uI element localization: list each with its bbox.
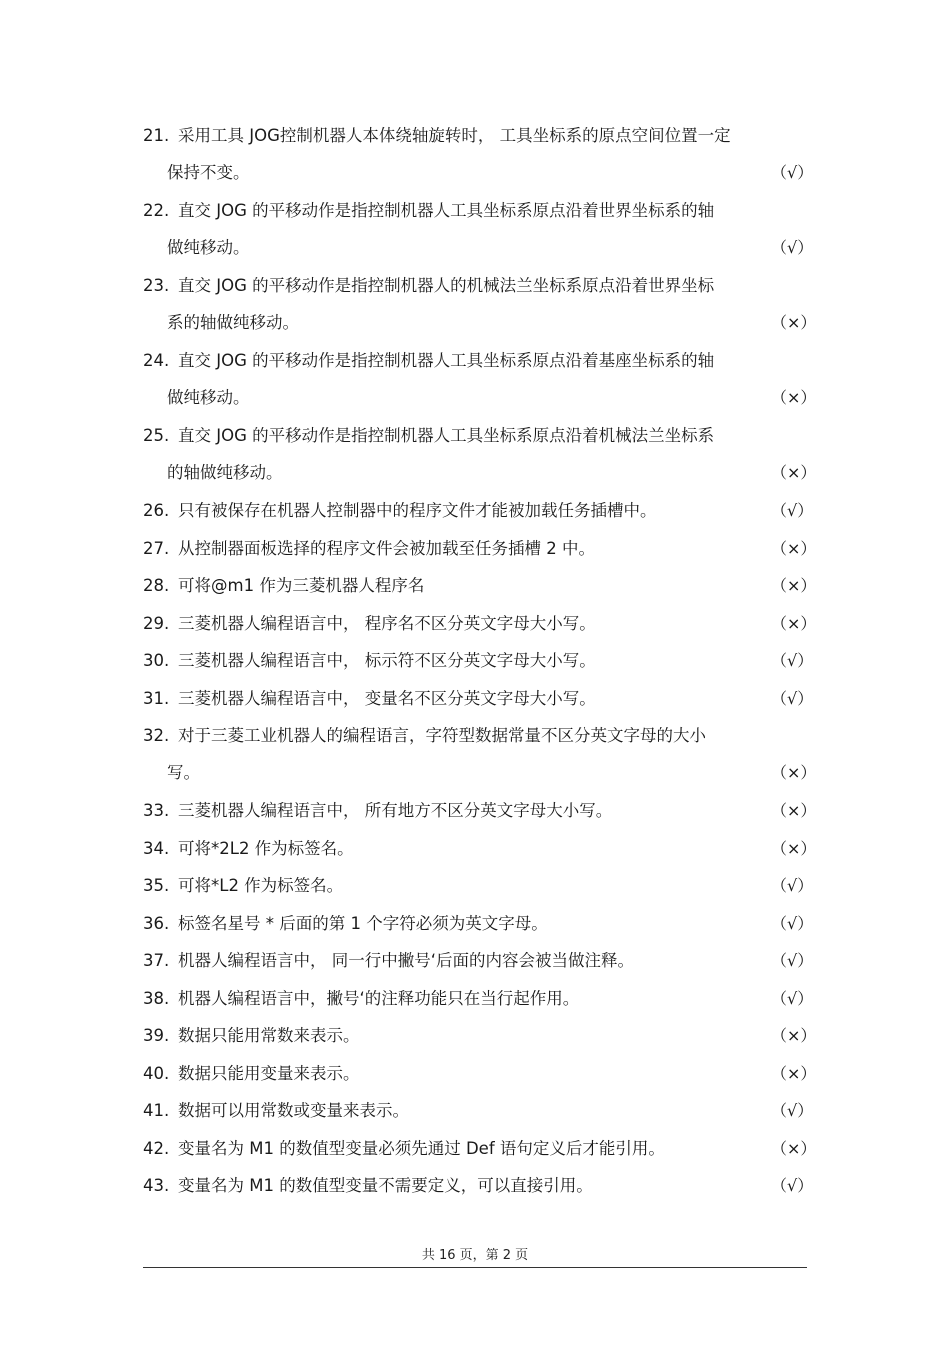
question-item xyxy=(143,651,814,671)
question-number: 21. xyxy=(143,126,170,145)
question-number: 42. xyxy=(143,1138,170,1158)
question-text: 三菱机器人编程语言中， 程序名不区分英文字母大小写。 xyxy=(178,613,596,633)
question-number: 26. xyxy=(143,501,170,520)
question-text: 直交 JOG 的平移动作是指控制机器人的机械法兰坐标系原点沿着世界坐标 xyxy=(178,276,715,295)
question-number: 30. xyxy=(143,651,170,670)
question-number: 28. xyxy=(143,576,170,595)
question-item xyxy=(143,351,817,407)
answer-mark: （×） xyxy=(771,388,817,407)
question-text: 可将*L2 作为标签名。 xyxy=(178,876,344,895)
question-text-continued: 的轴做纯移动。 xyxy=(167,463,283,482)
question-text: 机器人编程语言中， 同一行中撇号‘后面的内容会被当做注释。 xyxy=(178,951,634,970)
answer-mark: （×） xyxy=(771,838,817,858)
question-text: 三菱机器人编程语言中， 所有地方不区分英文字母大小写。 xyxy=(178,801,613,820)
question-number: 38. xyxy=(143,988,170,1008)
question-text: 从控制器面板选择的程序文件会被加载至任务插槽 2 中。 xyxy=(178,538,595,558)
question-item xyxy=(143,426,817,482)
question-text: 三菱机器人编程语言中， 变量名不区分英文字母大小写。 xyxy=(178,688,596,708)
question-number: 43. xyxy=(143,1176,170,1195)
question-text: 对于三菱工业机器人的编程语言，字符型数据常量不区分英文字母的大小 xyxy=(178,726,706,745)
question-number: 36. xyxy=(143,913,170,933)
question-item xyxy=(143,576,817,596)
answer-mark: （×） xyxy=(771,763,817,782)
question-item xyxy=(143,876,814,896)
question-text: 变量名为 M1 的数值型变量必须先通过 Def 语句定义后才能引用。 xyxy=(178,1138,665,1158)
question-number: 23. xyxy=(143,276,170,295)
answer-mark: （√） xyxy=(771,951,814,970)
question-item xyxy=(143,1063,817,1084)
answer-mark: （√） xyxy=(771,876,814,895)
question-item xyxy=(143,951,814,971)
answer-mark: （×） xyxy=(771,801,817,820)
question-text: 可将@m1 作为三菱机器人程序名 xyxy=(178,576,425,595)
answer-mark: （√） xyxy=(771,988,814,1008)
question-text: 标签名星号 * 后面的第 1 个字符必须为英文字母。 xyxy=(178,913,548,933)
answer-mark: （√） xyxy=(771,1176,814,1195)
question-item xyxy=(143,838,817,859)
question-number: 37. xyxy=(143,951,170,970)
question-number: 33. xyxy=(143,801,170,820)
question-text: 可将*2L2 作为标签名。 xyxy=(178,838,354,858)
answer-mark: （×） xyxy=(771,1138,817,1158)
question-item xyxy=(143,726,817,782)
answer-mark: （√） xyxy=(771,688,814,708)
question-item xyxy=(143,538,817,559)
question-item xyxy=(143,1176,814,1196)
answer-mark: （√） xyxy=(771,238,814,257)
question-item xyxy=(143,688,814,709)
question-text-continued: 保持不变。 xyxy=(167,163,250,182)
question-item xyxy=(143,501,814,521)
page-footer: 共 16 页，第 2 页 xyxy=(421,1248,529,1263)
question-number: 24. xyxy=(143,351,170,370)
question-item xyxy=(143,1026,817,1046)
question-item xyxy=(143,913,814,934)
answer-mark: （×） xyxy=(771,463,817,482)
question-text: 直交 JOG 的平移动作是指控制机器人工具坐标系原点沿着基座坐标系的轴 xyxy=(178,351,715,370)
question-number: 25. xyxy=(143,426,170,445)
question-item xyxy=(143,988,814,1009)
question-text: 直交 JOG 的平移动作是指控制机器人工具坐标系原点沿着世界坐标系的轴 xyxy=(178,201,715,220)
question-text: 直交 JOG 的平移动作是指控制机器人工具坐标系原点沿着机械法兰坐标系 xyxy=(178,426,715,445)
question-item xyxy=(143,1138,817,1159)
question-text-continued: 做纯移动。 xyxy=(167,238,250,257)
question-number: 32. xyxy=(143,726,170,745)
question-text: 机器人编程语言中，撇号‘的注释功能只在当行起作用。 xyxy=(178,988,580,1008)
question-number: 35. xyxy=(143,876,170,895)
question-text: 只有被保存在机器人控制器中的程序文件才能被加载任务插槽中。 xyxy=(178,501,657,520)
question-number: 40. xyxy=(143,1063,170,1083)
question-item xyxy=(143,613,817,634)
question-number: 31. xyxy=(143,688,170,708)
question-text: 数据只能用常数来表示。 xyxy=(178,1026,360,1045)
question-item xyxy=(143,276,817,332)
question-number: 41. xyxy=(143,1101,170,1120)
question-number: 29. xyxy=(143,613,170,633)
answer-mark: （×） xyxy=(771,613,817,633)
question-item xyxy=(143,801,817,821)
answer-mark: （√） xyxy=(771,163,814,182)
question-item xyxy=(143,201,814,257)
question-text: 数据只能用变量来表示。 xyxy=(178,1063,360,1083)
question-text: 数据可以用常数或变量来表示。 xyxy=(178,1101,409,1120)
question-text-continued: 写。 xyxy=(167,763,200,782)
question-text-continued: 做纯移动。 xyxy=(167,388,250,407)
answer-mark: （×） xyxy=(771,1026,817,1045)
question-text: 三菱机器人编程语言中， 标示符不区分英文字母大小写。 xyxy=(178,651,596,670)
answer-mark: （√） xyxy=(771,913,814,933)
question-item xyxy=(143,1101,814,1121)
question-text-continued: 系的轴做纯移动。 xyxy=(167,313,299,332)
question-number: 39. xyxy=(143,1026,170,1045)
answer-mark: （×） xyxy=(771,313,817,332)
answer-mark: （×） xyxy=(771,576,817,595)
answer-mark: （√） xyxy=(771,501,814,520)
answer-mark: （×） xyxy=(771,1063,817,1083)
question-item xyxy=(143,126,814,182)
question-number: 22. xyxy=(143,201,170,220)
question-number: 27. xyxy=(143,538,170,558)
question-text: 采用工具 JOG控制机器人本体绕轴旋转时， 工具坐标系的原点空间位置一定 xyxy=(178,126,731,145)
question-number: 34. xyxy=(143,838,170,858)
answer-mark: （√） xyxy=(771,1101,814,1120)
question-text: 变量名为 M1 的数值型变量不需要定义，可以直接引用。 xyxy=(178,1176,593,1195)
answer-mark: （√） xyxy=(771,651,814,670)
answer-mark: （×） xyxy=(771,538,817,558)
footer-rule xyxy=(143,1267,807,1268)
